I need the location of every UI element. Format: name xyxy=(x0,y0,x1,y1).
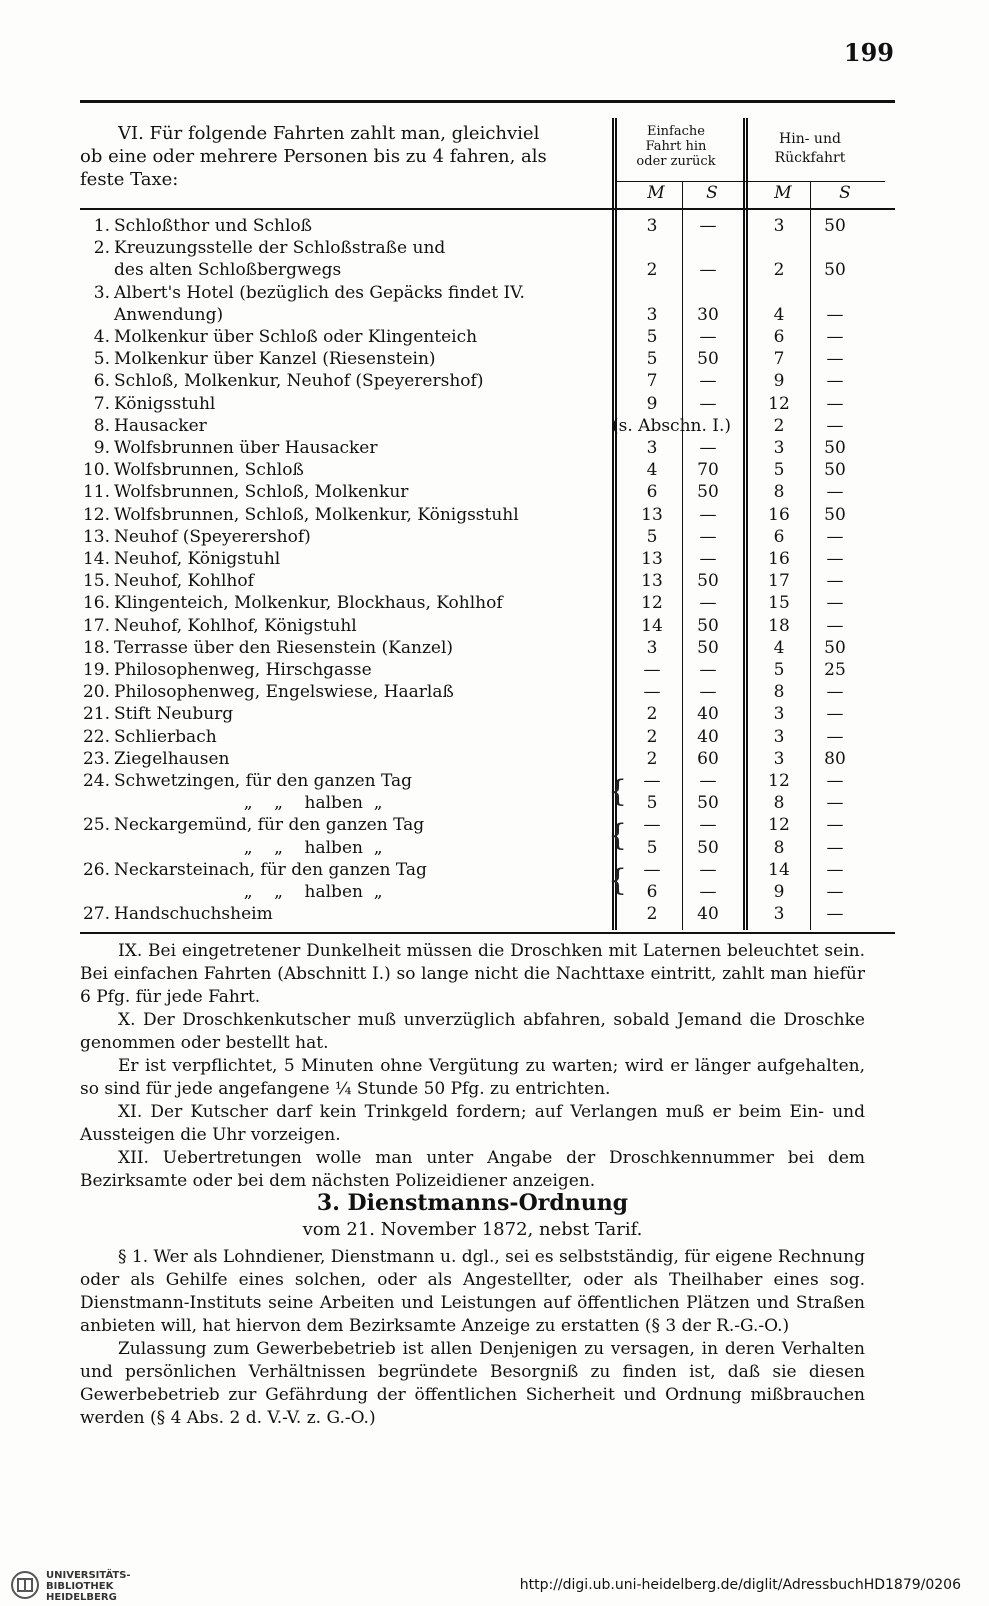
route-name: Neuhof, Kohlhof, Königstuhl xyxy=(114,615,357,636)
route-name: Ziegelhausen xyxy=(114,748,230,769)
row-number: 2. xyxy=(93,238,110,259)
fare-cell: 2 xyxy=(646,704,658,725)
fare-cell: — xyxy=(699,771,717,791)
route-name: „ „ halben „ xyxy=(114,881,383,902)
table-row xyxy=(80,748,900,770)
row-number: 8. xyxy=(93,415,110,436)
fare-cell: — xyxy=(643,660,661,680)
route-name: „ „ halben „ xyxy=(114,837,383,858)
fare-cell: 3 xyxy=(646,304,658,325)
fare-cell: 9 xyxy=(646,393,658,414)
brace-icon: { xyxy=(608,774,628,809)
fare-cell: — xyxy=(826,793,844,814)
section-paragraph: § 1. Wer als Lohndiener, Dienstmann u. dgl., sei es selbstständig, für eigene Rechnung oder als Gehilfe eines solchen, oder als Angestellter, oder als Theilhaber eines sog. Dienstmann-Instituts seine Arbeiten und Leistungen auf öffentlichen Plätzen und Straßen anbieten will, hat hiervon dem Bezirksamte Anzeige zu erstatten (§ 3 der R.-G.-O.) xyxy=(80,1247,865,1336)
fare-cell: — xyxy=(699,327,717,347)
table-row xyxy=(80,215,900,237)
note-paragraph: XII. Uebertretungen wolle man unter Angabe der Droschkennummer bei dem Bezirksamte oder bei dem nächsten Polizeidiener anzeigen. xyxy=(80,1148,865,1191)
fare-cell: — xyxy=(643,771,661,791)
route-name: Schlierbach xyxy=(114,726,217,747)
fare-cell: 50 xyxy=(824,637,846,658)
route-name: Schloß, Molkenkur, Neuhof (Speyerershof) xyxy=(114,371,484,392)
fare-cell: — xyxy=(826,859,844,880)
route-name: „ „ halben „ xyxy=(114,793,383,814)
row-number: 6. xyxy=(93,371,110,392)
route-name: Philosophenweg, Engelswiese, Haarlaß xyxy=(114,682,454,703)
fare-cell: — xyxy=(699,593,717,614)
note-paragraph: Er ist verpflichtet, 5 Minuten ohne Vergütung zu warten; wird er länger aufgehalten, so sind für jede angefangene ¼ Stunde 50 Pfg. zu entrichten. xyxy=(80,1056,865,1099)
section-body xyxy=(80,1246,865,1430)
note-paragraph: XI. Der Kutscher darf kein Trinkgeld fordern; auf Verlangen muß er beim Ein- und Aussteigen die Uhr vorzeigen. xyxy=(80,1102,865,1145)
fare-cell: — xyxy=(643,859,661,880)
table-row xyxy=(80,459,900,481)
fare-cell: 8 xyxy=(773,482,785,503)
fare-cell: — xyxy=(699,438,717,458)
fare-cell: 80 xyxy=(824,748,846,769)
fare-cell: 12 xyxy=(768,771,790,791)
fare-cell: 7 xyxy=(773,349,785,370)
table-row xyxy=(80,326,900,348)
fare-cell: 2 xyxy=(773,415,785,436)
fare-cell: — xyxy=(826,371,844,392)
fare-cell: 2 xyxy=(646,726,658,747)
fare-cell: 3 xyxy=(773,904,785,925)
row-number: 7. xyxy=(93,393,110,414)
fare-cell: 3 xyxy=(773,438,785,458)
section-paragraph: Zulassung zum Gewerbebetrieb ist allen Denjenigen zu versagen, in deren Verhalten und persönlichen Verhältnissen begründete Besorgniß zu finden ist, daß sie diesen Gewerbebetrieb zur Gefährdung der öffentlichen Sicherheit und Ordnung mißbrauchen werden (§ 4 Abs. 2 d. V.-V. z. G.-O.) xyxy=(80,1339,865,1428)
route-name: Terrasse über den Riesenstein (Kanzel) xyxy=(114,637,454,658)
fare-cell: 50 xyxy=(697,571,719,592)
table-row xyxy=(80,592,900,614)
fare-cell: 8 xyxy=(773,837,785,858)
row-number: 13. xyxy=(82,526,110,547)
route-name: Wolfsbrunnen über Hausacker xyxy=(114,438,378,458)
row-number: 27. xyxy=(82,904,110,925)
row-number: 26. xyxy=(82,859,110,880)
fare-cell: 2 xyxy=(646,904,658,925)
route-name: Schloßthor und Schloß xyxy=(114,216,313,236)
footer xyxy=(0,1565,989,1606)
fare-cell: 50 xyxy=(824,216,846,236)
fare-cell: 5 xyxy=(646,327,658,347)
route-name: Molkenkur über Kanzel (Riesenstein) xyxy=(114,349,436,370)
fare-cell: 50 xyxy=(824,504,846,525)
fare-cell: — xyxy=(699,660,717,680)
fare-cell: — xyxy=(826,704,844,725)
fare-cell: — xyxy=(826,482,844,503)
sub-pf-1: S xyxy=(706,183,718,203)
table-row xyxy=(80,370,900,392)
table-row xyxy=(80,393,900,415)
note-paragraph: X. Der Droschkenkutscher muß unverzüglich abfahren, sobald Jemand die Droschke genommen oder bestellt hat. xyxy=(80,1010,865,1053)
fare-cell: — xyxy=(699,815,717,836)
fare-cell: — xyxy=(826,327,844,347)
route-name: Schwetzingen, für den ganzen Tag xyxy=(114,771,413,791)
route-name: Wolfsbrunnen, Schloß, Molkenkur, Königsstuhl xyxy=(114,504,519,525)
top-rule xyxy=(80,100,895,103)
row-number: 17. xyxy=(82,615,110,636)
fare-cell: 4 xyxy=(773,304,785,325)
fare-cell: 14 xyxy=(641,615,663,636)
fare-cell: 6 xyxy=(646,482,658,503)
header-hin-rueck xyxy=(755,130,865,168)
sub-mark-1: M xyxy=(647,183,665,203)
fare-cell: 3 xyxy=(773,704,785,725)
fare-cell: 30 xyxy=(697,304,719,325)
fare-cell: — xyxy=(699,881,717,902)
fare-cell: — xyxy=(699,371,717,392)
fare-cell: — xyxy=(699,216,717,236)
row-number: 19. xyxy=(82,660,110,680)
sub-pf-2: S xyxy=(839,183,851,203)
fare-cell: 2 xyxy=(646,748,658,769)
table-row xyxy=(80,548,900,570)
route-name: Königsstuhl xyxy=(114,393,216,414)
table-row xyxy=(80,814,900,858)
fare-cell: — xyxy=(826,771,844,791)
header-rule xyxy=(80,208,895,210)
fare-cell: 3 xyxy=(646,637,658,658)
route-name: des alten Schloßbergwegs xyxy=(114,260,342,281)
intro-line: ob eine oder mehrere Personen bis zu 4 fahren, als xyxy=(80,146,547,167)
table-row xyxy=(80,504,900,526)
fare-cell: 17 xyxy=(768,571,790,592)
header-line: Rückfahrt xyxy=(774,150,846,166)
fare-cell: 40 xyxy=(697,704,719,725)
row-number: 3. xyxy=(93,282,110,303)
fare-cell: — xyxy=(826,415,844,436)
row-number: 15. xyxy=(82,571,110,592)
fare-cell: 2 xyxy=(646,260,658,281)
fare-cell: 5 xyxy=(646,793,658,814)
header-line: Hin- und xyxy=(779,131,841,147)
fare-cell: 5 xyxy=(773,460,785,481)
library-line: BIBLIOTHEK xyxy=(46,1581,114,1592)
table-row xyxy=(80,726,900,748)
fare-cell: 4 xyxy=(773,637,785,658)
fare-cell: 70 xyxy=(697,460,719,481)
page-number: 199 xyxy=(843,38,894,67)
route-name: Neuhof, Kohlhof xyxy=(114,571,254,592)
table-row xyxy=(80,659,900,681)
table-row xyxy=(80,637,900,659)
subheader-line xyxy=(615,181,885,182)
route-name: Anwendung) xyxy=(114,304,224,325)
fare-cell: 13 xyxy=(641,549,663,569)
fare-cell: 6 xyxy=(773,526,785,547)
fare-cell: 8 xyxy=(773,793,785,814)
fare-cell: 3 xyxy=(646,438,658,458)
fare-cell: 50 xyxy=(697,615,719,636)
fare-cell: — xyxy=(826,682,844,703)
fare-cell: 50 xyxy=(697,837,719,858)
fare-cell: 5 xyxy=(646,837,658,858)
route-name: Wolfsbrunnen, Schloß, Molkenkur xyxy=(114,482,409,503)
fare-cell: — xyxy=(643,815,661,836)
table-row xyxy=(80,481,900,503)
fare-cell: 12 xyxy=(641,593,663,614)
intro-line: VI. Für folgende Fahrten zahlt man, gleichviel xyxy=(118,123,540,144)
fare-cell: 5 xyxy=(646,349,658,370)
fare-cell: — xyxy=(826,526,844,547)
fare-cell: 40 xyxy=(697,904,719,925)
route-name: Neckarsteinach, für den ganzen Tag xyxy=(114,859,427,880)
source-url-link[interactable]: http://digi.ub.uni-heidelberg.de/diglit/AdressbuchHD1879/0206 xyxy=(519,1577,961,1593)
brace-icon: { xyxy=(608,818,628,854)
fare-cell: 7 xyxy=(646,371,658,392)
route-name: Albert's Hotel (bezüglich des Gepäcks findet IV. xyxy=(114,282,525,303)
fare-cell: 4 xyxy=(646,460,658,481)
route-name: Klingenteich, Molkenkur, Blockhaus, Kohlhof xyxy=(114,593,503,614)
fare-cell: — xyxy=(699,393,717,414)
table-row xyxy=(80,903,900,925)
fare-cell: 50 xyxy=(697,793,719,814)
fare-cell: — xyxy=(826,726,844,747)
fare-cell: 9 xyxy=(773,371,785,392)
fare-cell: — xyxy=(699,504,717,525)
library-logo-icon xyxy=(10,1570,40,1600)
fare-cell: 9 xyxy=(773,881,785,902)
row-number: 25. xyxy=(82,815,110,836)
intro-line: feste Taxe: xyxy=(80,169,179,190)
fare-cell: — xyxy=(826,904,844,925)
row-number: 20. xyxy=(82,682,110,703)
row-number: 11. xyxy=(82,482,110,503)
fare-cell: — xyxy=(826,304,844,325)
fare-cell: 50 xyxy=(697,482,719,503)
fare-cell: — xyxy=(699,549,717,569)
fare-cell: 8 xyxy=(773,682,785,703)
row-number: 1. xyxy=(93,216,110,236)
fare-cell: 2 xyxy=(773,260,785,281)
route-name: Kreuzungsstelle der Schloßstraße und xyxy=(114,238,446,259)
row-number: 9. xyxy=(93,438,110,458)
fare-cell: 50 xyxy=(824,438,846,458)
fare-cell: 6 xyxy=(773,327,785,347)
fare-cell: 16 xyxy=(768,504,790,525)
fare-cell: 50 xyxy=(824,260,846,281)
fare-cell: 5 xyxy=(773,660,785,680)
route-name: Philosophenweg, Hirschgasse xyxy=(114,660,372,680)
fare-cell: — xyxy=(826,837,844,858)
library-line: HEIDELBERG xyxy=(46,1592,117,1603)
table-row xyxy=(80,703,900,725)
row-number: 16. xyxy=(82,593,110,614)
section-subtitle: vom 21. November 1872, nebst Tarif. xyxy=(302,1219,643,1240)
header-einfache xyxy=(620,124,732,169)
notes xyxy=(80,940,865,1193)
row-number: 21. xyxy=(82,704,110,725)
fare-cell: 13 xyxy=(641,504,663,525)
fare-cell: — xyxy=(699,526,717,547)
fare-cell: 40 xyxy=(697,726,719,747)
fare-cell: — xyxy=(699,260,717,281)
fare-cell: 13 xyxy=(641,571,663,592)
fare-cell: 6 xyxy=(646,881,658,902)
intro-text xyxy=(80,122,600,191)
table-row xyxy=(80,859,900,903)
fare-cell: 50 xyxy=(697,349,719,370)
fare-cell: — xyxy=(826,349,844,370)
table-row xyxy=(80,415,900,437)
route-name: Neuhof (Speyerershof) xyxy=(114,526,311,547)
fare-cell: 3 xyxy=(773,216,785,236)
table-row xyxy=(80,770,900,814)
route-name: Handschuchsheim xyxy=(114,904,273,925)
row-number: 23. xyxy=(82,748,110,769)
row-number: 12. xyxy=(82,504,110,525)
route-name: Neuhof, Königstuhl xyxy=(114,549,281,569)
sub-mark-2: M xyxy=(774,183,792,203)
table-row xyxy=(80,237,900,281)
section-title: 3. Dienstmanns-Ordnung xyxy=(316,1190,629,1216)
table-bottom-rule xyxy=(80,932,895,934)
fare-cell: 5 xyxy=(646,526,658,547)
fare-cell: — xyxy=(826,393,844,414)
header-line: Fahrt hin xyxy=(645,139,707,154)
route-name: Neckargemünd, für den ganzen Tag xyxy=(114,815,425,836)
fare-cell: 50 xyxy=(697,637,719,658)
table-row xyxy=(80,570,900,592)
row-number: 14. xyxy=(82,549,110,569)
fare-cell: — xyxy=(643,682,661,703)
fare-cell: 12 xyxy=(768,815,790,836)
table-row xyxy=(80,348,900,370)
fare-cell: 3 xyxy=(773,726,785,747)
fare-cell: — xyxy=(826,815,844,836)
row-number: 4. xyxy=(93,327,110,347)
header-line: oder zurück xyxy=(636,154,716,169)
route-name: Hausacker xyxy=(114,415,207,436)
header-line: Einfache xyxy=(647,124,705,139)
note-paragraph: IX. Bei eingetretener Dunkelheit müssen die Droschken mit Laternen beleuchtet sein. Bei einfachen Fahrten (Abschnitt I.) so lange nicht die Nachttaxe eintritt, zahlt man hiefür 6 Pfg. für jede Fahrt. xyxy=(80,941,865,1007)
fare-cell: 3 xyxy=(773,748,785,769)
library-line: UNIVERSITÄTS- xyxy=(46,1570,131,1581)
fare-cell: — xyxy=(826,549,844,569)
table-row xyxy=(80,282,900,326)
row-number: 22. xyxy=(82,726,110,747)
row-number: 24. xyxy=(82,771,110,791)
fare-cell: — xyxy=(826,615,844,636)
fare-cell: — xyxy=(826,571,844,592)
fare-cell: 12 xyxy=(768,393,790,414)
fare-cell: 18 xyxy=(768,615,790,636)
route-name: Stift Neuburg xyxy=(114,704,234,725)
fare-cell: (s. Abschn. I.) xyxy=(612,415,732,436)
fare-cell: 3 xyxy=(646,216,658,236)
table-row xyxy=(80,437,900,459)
fare-cell: 16 xyxy=(768,549,790,569)
row-number: 18. xyxy=(82,637,110,658)
row-number: 5. xyxy=(93,349,110,370)
library-name xyxy=(46,1570,131,1603)
route-name: Molkenkur über Schloß oder Klingenteich xyxy=(114,327,478,347)
fare-cell: 14 xyxy=(768,859,790,880)
fare-cell: — xyxy=(699,682,717,703)
table-row xyxy=(80,526,900,548)
fare-cell: — xyxy=(826,593,844,614)
table-row xyxy=(80,681,900,703)
fare-cell: 15 xyxy=(768,593,790,614)
fare-cell: — xyxy=(826,881,844,902)
route-name: Wolfsbrunnen, Schloß xyxy=(114,460,304,481)
fare-cell: 25 xyxy=(824,660,846,680)
fare-cell: 50 xyxy=(824,460,846,481)
table-row xyxy=(80,615,900,637)
fare-cell: — xyxy=(699,859,717,880)
row-number: 10. xyxy=(82,460,110,481)
fare-cell: 60 xyxy=(697,748,719,769)
brace-icon: { xyxy=(608,862,628,898)
